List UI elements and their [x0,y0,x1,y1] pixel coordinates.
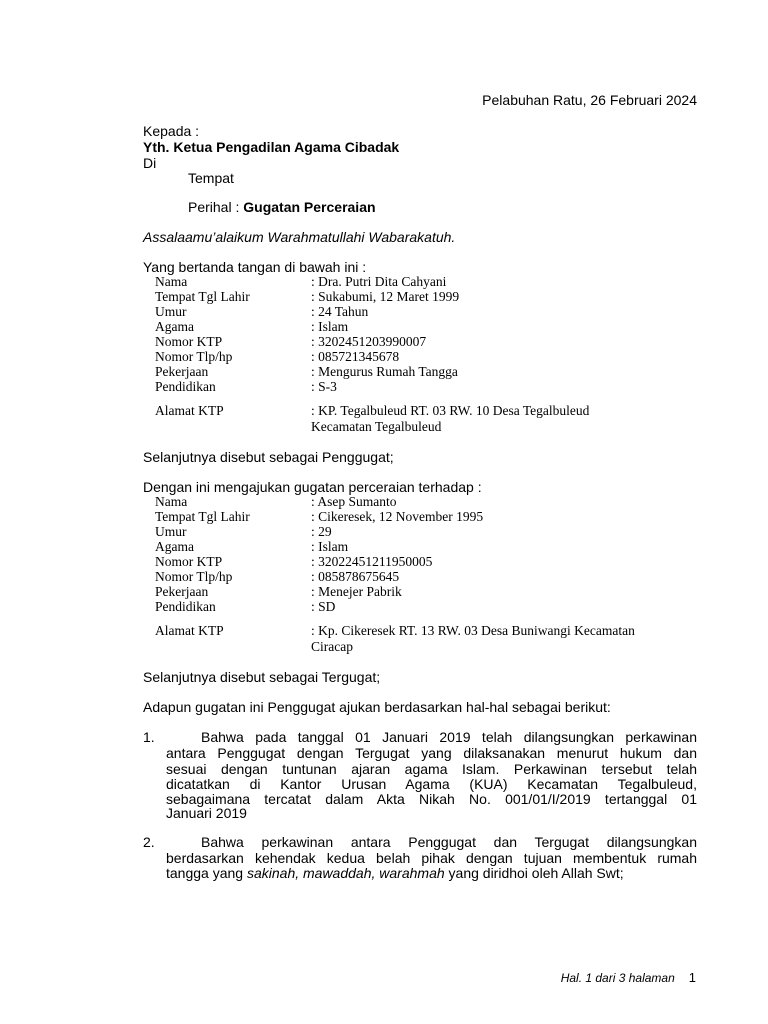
tempat-label: Tempat [188,170,234,186]
field-key: Nomor KTP [155,554,223,569]
field-value: : Menejer Pabrik [311,584,402,599]
field-key: Pekerjaan [155,364,209,379]
field-value: : 32022451211950005 [311,554,433,569]
perihal-label: Perihal : [188,199,244,215]
field-value: : Dra. Putri Dita Cahyani [311,274,447,289]
recipient: Yth. Ketua Pengadilan Agama Cibadak [143,139,400,155]
point-text: tangga yang [166,865,247,881]
point-line: antara Penggugat dengan Tergugat yang dilaksanakan menurut hukum dan [166,745,697,761]
field-key: Tempat Tgl Lahir [155,289,250,304]
point-line: dicatatkan di Kantor Urusan Agama (KUA) Kecamatan Tegalbuleud, [166,776,697,792]
point-line: sebagaimana tercatat dalam Akta Nikah No. 001/01/I/2019 tertanggal 01 [166,791,697,807]
perihal-value: Gugatan Perceraian [243,199,376,215]
address-key: Alamat KTP [155,403,224,418]
di-label: Di [143,155,157,171]
defendant-intro: Dengan ini mengajukan gugatan perceraian terhadap : [143,479,482,495]
plaintiff-closing: Selanjutnya disebut sebagai Penggugat; [143,449,394,465]
basis-intro: Adapun gugatan ini Penggugat ajukan berdasarkan hal-hal sebagai berikut: [143,699,611,715]
address-key: Alamat KTP [155,623,224,638]
field-key: Agama [155,539,194,554]
point-line: Bahwa pada tanggal 01 Januari 2019 telah dilangsungkan perkawinan [201,729,697,745]
field-value: : 085721345678 [311,349,400,364]
field-value: : S-3 [311,379,337,394]
field-value: : 085878675645 [311,569,400,584]
place-date: Pelabuhan Ratu, 26 Februari 2024 [482,92,697,108]
defendant-closing: Selanjutnya disebut sebagai Tergugat; [143,669,381,685]
field-key: Umur [155,524,187,539]
point-number: 2. [143,834,155,850]
point-text-italic: sakinah, mawaddah, warahmah [246,865,445,881]
field-key: Pekerjaan [155,584,209,599]
field-value: : 3202451203990007 [311,334,427,349]
field-value: : 29 [311,524,332,539]
field-value: : Islam [311,319,349,334]
address-line-1: : Kp. Cikeresek RT. 13 RW. 03 Desa Buniwangi Kecamatan [311,623,635,638]
footer-page-number: 1 [688,970,696,985]
field-key: Umur [155,304,187,319]
field-key: Nomor KTP [155,334,223,349]
point-line: Bahwa perkawinan antara Penggugat dan Tergugat dilangsungkan [201,834,697,850]
page-footer [561,970,696,985]
point-number: 1. [143,729,155,745]
field-value: : Sukabumi, 12 Maret 1999 [311,289,460,304]
field-key: Nomor Tlp/hp [155,569,233,584]
kepada-label: Kepada : [143,123,200,139]
plaintiff-intro: Yang bertanda tangan di bawah ini : [143,259,367,275]
field-value: : SD [311,599,336,614]
address-line-2: Ciracap [311,639,353,654]
perihal-line [188,199,376,215]
field-value: : Asep Sumanto [311,494,397,509]
field-key: Pendidikan [155,599,216,614]
address-line-2: Kecamatan Tegalbuleud [311,419,442,434]
field-key: Agama [155,319,194,334]
footer-pages: Hal. 1 dari 3 halaman [560,971,675,985]
field-key: Nama [155,274,188,289]
point-line: sesuai dengan tuntunan ajaran agama Islam. Perkawinan tersebut telah [166,761,697,777]
field-value: : Cikeresek, 12 November 1995 [311,509,484,524]
field-key: Nomor Tlp/hp [155,349,233,364]
field-key: Nama [155,494,188,509]
point-line: berdasarkan kehendak kedua belah pihak dengan tujuan membentuk rumah [166,850,697,866]
point-line: Januari 2019 [166,805,247,821]
greeting: Assalaamu’alaikum Warahmatullahi Wabarakatuh. [143,229,456,245]
field-key: Pendidikan [155,379,216,394]
point-text: yang diridhoi oleh Allah Swt; [444,865,624,881]
point-line-last [166,865,697,881]
field-value: : Mengurus Rumah Tangga [311,364,458,379]
address-line-1: : KP. Tegalbuleud RT. 03 RW. 10 Desa Tegalbuleud [311,403,590,418]
field-value: : Islam [311,539,349,554]
field-value: : 24 Tahun [311,304,369,319]
field-key: Tempat Tgl Lahir [155,509,250,524]
